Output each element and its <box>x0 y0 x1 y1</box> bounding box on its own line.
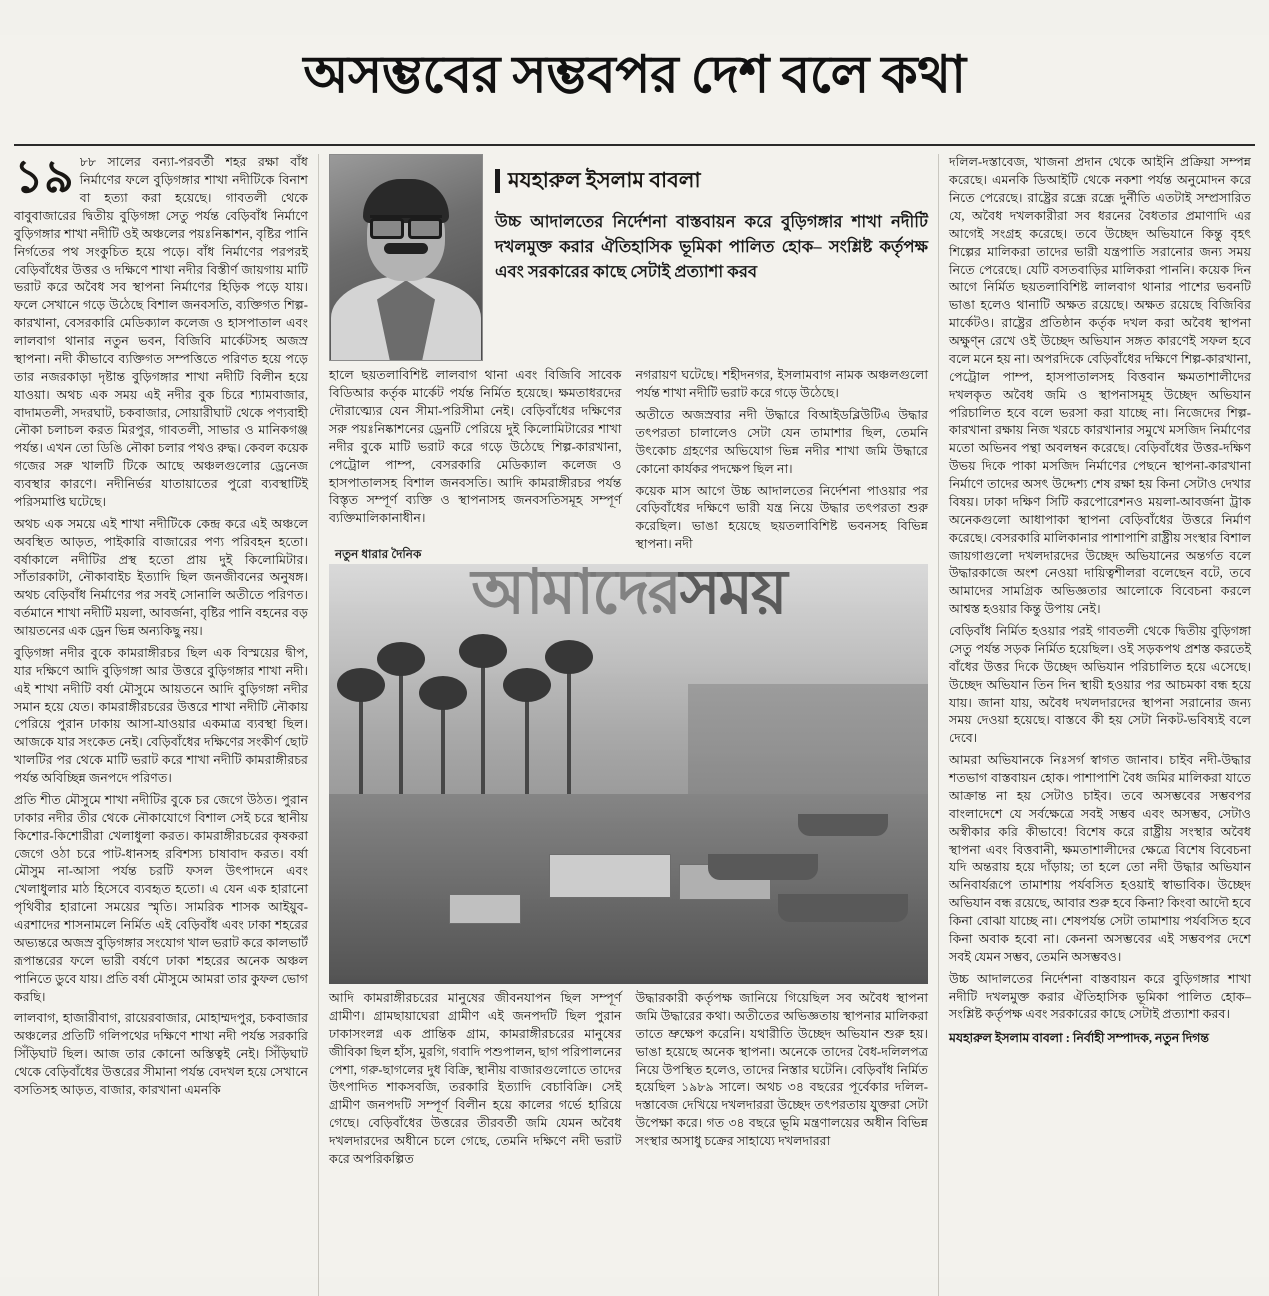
paragraph: প্রতি শীত মৌসুমে শাখা নদীটির বুকে চর জেগে উঠত। পুরান ঢাকার নদীর তীর থেকে নৌকাযোগে বিশাল সেই চরে স্থানীয় কিশোর-কিশোরীরা খেলাধুলা করত। কামরাঙ্গীরচরের কৃষকরা জেগে ওঠা চরে পাট-ধানসহ রবিশস্য চাষাবাদ করত। বর্ষা মৌসুম না-আসা পর্যন্ত চরটি ফসল উৎপাদনে এবং খেলাধুলার মাঠ হিসেবে ব্যবহৃত হতো। এ যেন এক হারানো পৃথিবীর হারানো সময়ের স্মৃতি। সামরিক শাসক আইয়ুব-এরশাদের শাসনামলে নির্মিত এই বেড়িবাঁধ এবং ঢাকা শহরের অভ্যন্তরে অজস্র বুড়িগঙ্গার সংযোগ খাল ভরাট করে কালভার্ট রূপান্তরের ফলে ভারী বর্ষণে ঢাকা শহরের অনেক অঞ্চল পানিতে ডুবে যায়। প্রতি বর্ষা মৌসুমে আমরা তার কুফল ভোগ করছি। <box>14 792 308 1004</box>
paragraph: বেড়িবাঁধ নির্মিত হওয়ার পরই গাবতলী থেকে দ্বিতীয় বুড়িগঙ্গা সেতু পর্যন্ত সড়ক নির্মিত হয়েছিল। ওই সড়কপথ প্রশস্ত করতেই বাঁধের উত্তর দিকে উচ্ছেদ অভিযান পরিচালিত হয়ে এসেছে। উচ্ছেদ অভিযান তিন দিন স্থায়ী হওয়ার পর আচমকা বন্ধ হয়ে যায়। জানা যায়, অবৈধ দখলদারদের স্থাপনা সরানোর জন্য সময় দেওয়া হয়েছে। বাস্তবে কী হয় সেটা নিকট-ভবিষ্যই বলে দেবে। <box>949 624 1251 746</box>
column-three <box>939 154 1251 1296</box>
paragraph: দলিল-দস্তাবেজ, খাজনা প্রদান থেকে আইনি প্রক্রিয়া সম্পন্ন করেছে। এমনকি ডিআইটি থেকে নকশা পর্যন্ত অনুমোদন করে নিতে পেরেছে। রাষ্ট্রের রন্ধ্রে রন্ধ্রে দুর্নীতি এতটাই সম্প্রসারিত যে, অবৈধ দখলকারীরা সব ধরনের বৈধতার প্রমাণাদি এর আগেই সংগ্রহ করেছে। তবে উচ্ছেদ অভিযানে কিন্তু বৃহৎ শিল্পের মালিকরা তাদের ভারী যন্ত্রপাতি সরানোর জন্য সময় নিতে পেরেছে। যেটি বসতবাড়ির মালিকরা পাননি। কয়েক দিন আগে নির্মিত ছয়তলাবিশিষ্ট লালবাগ থানার পাশের ভবনটি ভাঙা হলেও থানাটি অক্ষত রয়েছে। অক্ষত রয়েছে বিজিবির মার্কেটও। রাষ্ট্রের প্রতিষ্ঠান কর্তৃক দখল করা অবৈধ স্থাপনা অক্ষুণ্ন রেখে ওই উচ্ছেদ অভিযান সঙ্গত কারণেই সফল হবে বলে মনে হয় না। অপরদিকে বেড়িবাঁধের দক্ষিণে শিল্প-কারখানা, পেট্রোল পাম্প, হাসপাতালসহ বিত্তবান ক্ষমতাশালীদের দখলকৃত অবৈধ জমি ও স্থাপনাসমূহ উচ্ছেদ অভিযান পরিচালিত হবে বলে ভরসা করা যাচ্ছে না। নিজেদের শিল্প-কারখানা রক্ষায় নিজ খরচে কারখানার সমুখে মসজিদ নির্মাণের মতো অভিনব পন্থা অবলম্বন করেছে। বেড়িবাঁধের উত্তর-দক্ষিণ উভয় দিকে পাকা মসজিদ নির্মাণের পেছনে স্থাপনা-কারখানা নির্মাণে তাদের অসৎ উদ্দেশ্য শেষ রক্ষা হয় কিনা সেটাও দেখার বিষয়। ঢাকা দক্ষিণ সিটি করপোরেশনও ময়লা-আবর্জনা ট্রাক অনেকগুলো আধাপাকা স্থাপনা বেড়িবাঁধের উত্তরে নির্মাণ করেছে। বেসরকারি মালিকানার পাশাপাশি রাষ্ট্রীয় সংস্থার বিশাল জায়গাগুলো দখলদারদের উচ্ছেদ অভিযানের অন্তর্গত বলে উদ্ধারকাজে অংশ নেওয়া দায়িত্বশীলরা বলেছেন বটে, তবে আমাদের সামগ্রিক অভিজ্ঞতার আলোকে বিবেচনা করলে আশ্বস্ত হওয়ার কিন্তু উপায় নেই। <box>949 155 1251 617</box>
standfirst: উচ্চ আদালতের নির্দেশনা বাস্তবায়ন করে বুড়িগঙ্গার শাখা নদীটি দখলমুক্ত করার ঐতিহাসিক ভূমিকা পালিত হোক– সংশ্লিষ্ট কর্তৃপক্ষ এবং সরকারের কাছে সেটাই প্রত্যাশা করব <box>495 212 928 281</box>
subcolumns-top <box>329 367 928 558</box>
page-title: অসম্ভবের সম্ভবপর দেশ বলে কথা <box>303 46 966 104</box>
paragraph: অথচ এক সময়ে এই শাখা নদীটিকে কেন্দ্র করে এই অঞ্চলে অবস্থিত আড়ত, পাইকারি বাজারের পণ্য পরিবহন হতো। বর্ষাকালে নদীটির প্রস্থ হতো প্রায় দুই কিলোমিটার। সাঁতারকাটা, নৌকাবাইচ ইত্যাদি ছিল জনজীবনের অনুষঙ্গ। অথচ বেড়িবাঁধ নির্মাণের পর সবই সোনালি অতীতে পরিণত। বর্তমানে শাখা নদীটি ময়লা, আবর্জনা, বৃষ্টির পানি বহনের বড় আয়তনের এক ড্রেন ভিন্ন অন্যকিছু নয়। <box>14 516 308 638</box>
drop-cap: ১৯ <box>14 151 74 203</box>
subcolumn-left-bottom <box>329 990 622 1173</box>
paragraph: উদ্ধারকারী কর্তৃপক্ষ জানিয়ে গিয়েছিল সব অবৈধ স্থাপনা জমি উদ্ধারের কথা। অতীতের অভিজ্ঞতায় স্থাপনার মালিকরা তাতে ভ্রুক্ষেপ করেনি। যথারীতি উচ্ছেদ অভিযান শুরু হয়। ভাঙা হয়েছে অনেক স্থাপনা। অনেকে তাদের বৈধ-দলিলপত্র নিয়ে উপস্থিত হলেও, তাদের নিস্তার ঘটেনি। বেড়িবাঁধ নির্মিত হয়েছিল ১৯৮৯ সালে। অথচ ৩৪ বছরের পূর্বেকার দলিল-দস্তাবেজ দেখিয়ে দখলদাররা উচ্ছেদ তৎপরতায় যুক্তরা সেটা উপেক্ষা করে। গত ৩৪ বছরে ভূমি মন্ত্রণালয়ের অধীন বিভিন্ন সংস্থার অসাধু চক্রের সাহায্যে দখলদাররা <box>635 991 928 1148</box>
subcolumn-right-bottom <box>636 990 929 1173</box>
column-one <box>14 151 319 1296</box>
byline <box>495 154 928 196</box>
paragraph: উচ্চ আদালতের নির্দেশনা বাস্তবায়ন করে বুড়িগঙ্গার শাখা নদীটি দখলমুক্ত করার ঐতিহাসিক ভূমিকা পালিত হোক– সংশ্লিষ্ট কর্তৃপক্ষ এবং সরকারের কাছে সেটাই প্রত্যাশা করব। <box>949 971 1251 1022</box>
masthead-brand-primary: আমাদের <box>471 559 680 627</box>
masthead-kicker: নতুন ধারার দৈনিক <box>335 547 422 561</box>
masthead-brand-secondary: সময় <box>679 559 786 627</box>
paragraph: লালবাগ, হাজারীবাগ, রায়েরবাজার, মোহাম্মদপুর, চকবাজার অঞ্চলের প্রতিটি গলিপথের দক্ষিণে শাখা নদী পর্যন্ত সরকারি সিঁড়িঘাট ছিল। আজ তার কোনো অস্তিত্বই নেই। সিঁড়িঘাট থেকে বেড়িবাঁধের উত্তরের সীমানা পর্যন্ত বেদখল হয়ে সেখানে বসতিসহ আড়ত, বাজার, কারখানা এমনকি <box>14 1011 308 1097</box>
paragraph: আমরা অভিযানকে নিঃসর্গ স্বাগত জানাব। চাইব নদী-উদ্ধার শতভাগ বাস্তবায়ন হোক। পাশাপাশি বৈধ জমির মালিকরা যাতে আক্রান্ত না হয় সেটাও চাইব। তবে অসম্ভবের সম্ভবপর বাংলাদেশে যে সর্বক্ষেত্রে সবই সম্ভব এবং অসম্ভব, সেটাও অস্বীকার করি কীভাবে! বিশেষ করে রাষ্ট্রীয় সংস্থার অবৈধ স্থাপনা এবং বিত্তবানী, ক্ষমতাশালীদের ক্ষেত্রে বিশেষ বিবেচনা যদি অন্তরায় হয়ে দাঁড়ায়; তা হলে তো নদী উদ্ধার অভিযান অনিবার্যরূপে তামাশায় পর্যবসিত হওয়াই স্বাভাবিক। উচ্ছেদ অভিযান বন্ধ রয়েছে, আবার শুরু হবে কিনা? কিংবা আদৌ হবে কিনা বোঝা যাচ্ছে না। শেষপর্যন্ত সেটা তামাশায় পর্যবসিত হবে কিনা অবাক হবো না। কেননা অসম্ভবের এই সম্ভবপর দেশে সবই যেমন সম্ভব, তেমনি অসম্ভবও। <box>949 753 1251 964</box>
paragraph: বুড়িগঙ্গা নদীর বুকে কামরাঙ্গীরচর ছিল এক বিস্ময়ের দ্বীপ, যার দক্ষিণে আদি বুড়িগঙ্গা আর উত্তরে বুড়িগঙ্গার শাখা নদী। এই শাখা নদীটি বর্ষা মৌসুমে আয়তনে আদি বুড়িগঙ্গা নদীর সমান হয়ে যেত। কামরাঙ্গীরচরের উত্তরে শাখা নদীটি নৌকায় পেরিয়ে পুরান ঢাকায় আসা-যাওয়ার একমাত্র ব্যবস্থা ছিল। আজকে যার সংকেত নেই। বেড়িবাঁধের দক্ষিণের সংকীর্ণ ছোট খালটির পর থেকে মাটি ভরাট করে শাখা নদীটি কামরাঙ্গীরচর পর্যন্ত অবিচ্ছিন্ন জনপদে পরিণত। <box>14 645 308 785</box>
lead-paragraph: ১৯ ৮৮ সালের বন্যা-পরবর্তী শহর রক্ষা বাঁধ নির্মাণের ফলে বুড়িগঙ্গার শাখা নদীটিকে বিনাশ বা হত্যা করা হয়েছে। গাবতলী থেকে বাবুবাজারের দ্বিতীয় বুড়িগঙ্গা সেতু পর্যন্ত বেড়িবাঁধ নির্মাণে বুড়িগঙ্গার শাখা নদীটি ওই অঞ্চলের পয়ঃনিষ্কাশন, বৃষ্টির পানি নির্গতের পথ সংকুচিত হয়ে পড়ে। বাঁধ নির্মাণের পরপরই বেড়িবাঁধের উত্তর ও দক্ষিণে শাখা নদীর বিস্তীর্ণ জায়গায় মাটি ভরাট করে অবৈধ সব স্থাপনা নির্মাণের হিড়িক পড়ে যায়। ফলে সেখানে গড়ে উঠেছে বিশাল জনবসতি, ব্যক্তিগত শিল্প-কারখানা, বেসরকারি মেডিক্যাল কলেজ ও হাসপাতাল এবং লালবাগ থানার নতুন ভবন, বিজিবি মার্কেটসহ অজস্র স্থাপনা। নদী কীভাবে ব্যক্তিগত সম্পত্তিতে পরিণত হয়ে পড়ে তার নজরকাড়া দৃষ্টান্ত বুড়িগঙ্গার শাখা নদীটি বিলীন হয়ে যাওয়া। অথচ এক সময় এই নদীর বুক চিরে শ্যামবাজার, বাদামতলী, সদরঘাট, চকবাজার, সোয়ারীঘাট থেকে পণ্যবাহী নৌকা চলাচল করত মিরপুর, গাবতলী, সাভার ও মানিকগঞ্জ পর্যন্ত। এখন তো ডিঙি নৌকা চলার পথও রুদ্ধ। কেবল কয়েক গজের সরু খালটি টিকে আছে অঞ্চলগুলোর ড্রেনেজ ব্যবস্থার কারণে। নদীনির্ভর যাতায়াতের পুরো ব্যবস্থাটিই পরিসমাপ্তি ঘটেছে। <box>14 151 308 509</box>
paragraph: কয়েক মাস আগে উচ্চ আদালতের নির্দেশনা পাওয়ার পর বেড়িবাঁধের দক্ষিণে ভারী যন্ত্র নিয়ে উদ্ধার তৎপরতা শুরু করেছিল। ভাঙা হয়েছে ছয়তলাবিশিষ্ট ভবনসহ বিভিন্ন স্থাপনা। নদী <box>635 483 928 552</box>
author-credit: মযহারুল ইসলাম বাবলা : নির্বাহী সম্পাদক, নতুন দিগন্ত <box>949 1031 1209 1046</box>
article-photo <box>329 547 928 984</box>
author-name: মযহারুল ইসলাম বাবলা <box>508 168 701 193</box>
article-columns <box>0 146 1269 1296</box>
author-photo <box>329 154 483 361</box>
byline-bar-icon <box>495 169 500 193</box>
column-two <box>319 154 939 1296</box>
author-block <box>329 154 928 361</box>
subcolumn-right <box>636 367 929 558</box>
subcolumns-bottom <box>329 990 928 1173</box>
subcolumn-left <box>329 367 622 558</box>
paragraph: নগরায়ণ ঘটেছে। শহীদনগর, ইসলামবাগ নামক অঞ্চলগুলো পর্যন্ত শাখা নদীটি ভরাট করে গড়ে উঠেছে। <box>635 368 928 401</box>
paragraph: আদি কামরাঙ্গীরচরের মানুষের জীবনযাপন ছিল সম্পূর্ণ গ্রামীণ। গ্রামছায়াঘেরা গ্রামীণ এই জনপদটি ছিল পুরান ঢাকাসংলগ্ন এক প্রান্তিক গ্রাম, কামরাঙ্গীরচরের মানুষের জীবিকা ছিল হাঁস, মুরগি, গবাদি পশুপালন, ছাগ পরিপালনের পেশা, গরু-ছাগলের দুধ বিক্রি, স্থানীয় বাজারগুলোতে তাদের উৎপাদিত শাকসবজি, তরকারি ইত্যাদি বেচাবিক্রি। সেই গ্রামীণ জনপদটি সম্পূর্ণ বিলীন হয়ে কালের গর্ভে হারিয়ে গেছে। বেড়িবাঁধের উত্তরের তীরবর্তী জমি যেমন অবৈধ দখলদারদের অধীনে চলে গেছে, তেমনি দক্ষিণে নদী ভরাট করে অপরিকল্পিত <box>329 991 622 1166</box>
paragraph: অতীতে অজস্রবার নদী উদ্ধারে বিআইডব্লিউটিএ উদ্ধার তৎপরতা চালালেও সেটা যেন তামাশার ছিল, তেমনি উৎকোচ গ্রহণের অভিযোগ ভিন্ন নদীর শাখা জমি উদ্ধারে কোনো কার্যকর পদক্ষেপ ছিল না। <box>635 408 928 476</box>
glasses-icon <box>370 215 442 235</box>
paragraph: হালে ছয়তলাবিশিষ্ট লালবাগ থানা এবং বিজিবি সাবেক বিডিআর কর্তৃক মার্কেট পর্যন্ত নির্মিত হয়েছে। ক্ষমতাধরদের দৌরাত্ম্যের যেন সীমা-পরিসীমা নেই। বেড়িবাঁধের দক্ষিণের সরু পয়ঃনিষ্কাশনের ড্রেনটি পেরিয়ে দুই কিলোমিটারের শাখা নদীর বুকে মাটি ভরাট করে গড়ে উঠেছে শিল্প-কারখানা, পেট্রোল পাম্প, বেসরকারি মেডিক্যাল কলেজ ও হাসপাতালসহ বিশাল জনবসতি। আদি কামরাঙ্গীরচর পর্যন্ত বিস্তৃত সম্পূর্ণ ব্যক্তি ও স্থাপনাসহ জনবসতিসমূহ সম্পূর্ণ ব্যক্তিমালিকানাধীন। <box>329 368 622 526</box>
newspaper-page <box>0 35 1269 1277</box>
